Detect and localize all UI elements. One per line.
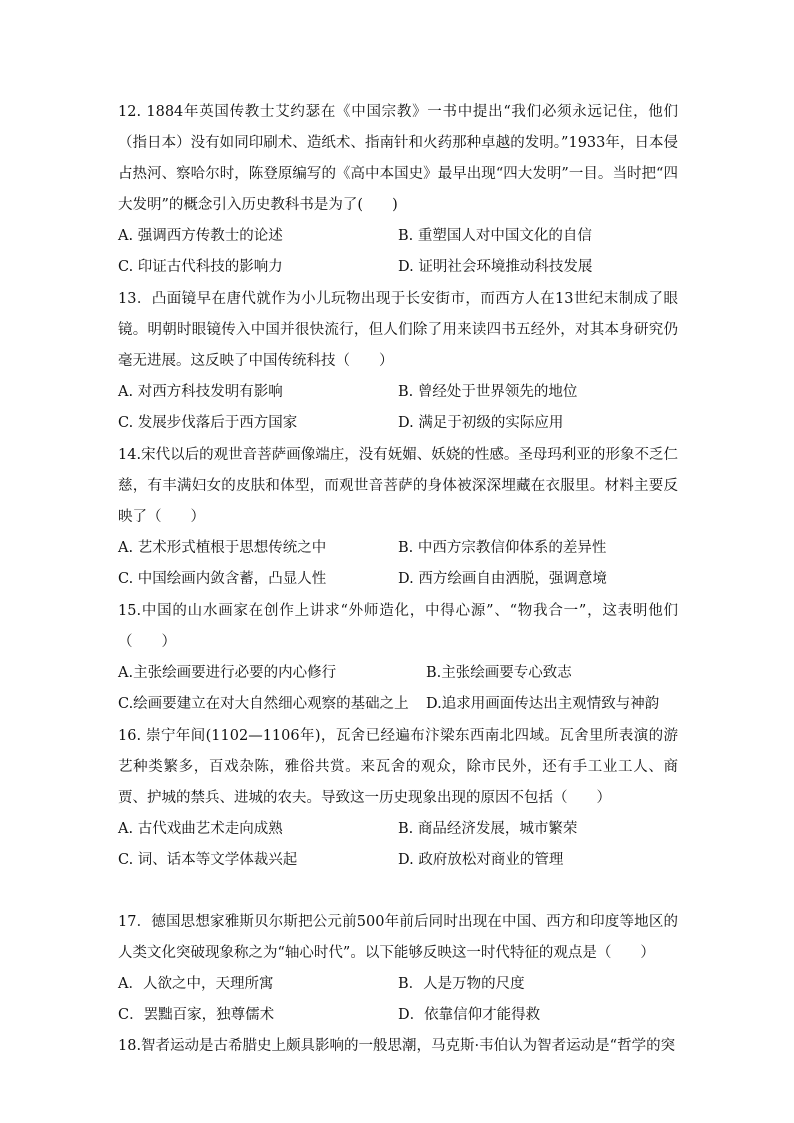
question-17 xyxy=(118,907,678,1031)
option-b: B. 曾经处于世界领先的地位 xyxy=(398,384,578,400)
option-a: A. 艺术形式植根于思想传统之中 xyxy=(118,540,327,556)
option-a: A．人欲之中，天理所寓 xyxy=(118,976,274,992)
option-b: B．人是万物的尺度 xyxy=(398,976,525,992)
option-c: C．罢黜百家，独尊儒术 xyxy=(118,1007,275,1023)
options-row xyxy=(118,814,678,845)
options-row xyxy=(118,845,678,876)
question-stem: 13．凸面镜早在唐代就作为小儿玩物出现于长安街市，而西方人在13世纪末制成了眼镜。明朝时眼镜传入中国并很快流行，但人们除了用来读四书五经外，对其本身研究仍毫无进展。这反映了中国传统科技（ ） xyxy=(118,291,678,369)
question-stem: 16. 崇宁年间(1102—1106年)，瓦舍已经遍布汴梁东西南北四域。瓦舍里所表演的游艺种类繁多，百戏杂陈，雅俗共赏。来瓦舍的观众，除市民外，还有手工业工人、商贾、护城的禁兵、进城的农夫。导致这一历史现象出现的原因不包括（ ） xyxy=(118,728,678,806)
option-c: C. 发展步伐落后于西方国家 xyxy=(118,415,298,431)
question-13 xyxy=(118,284,678,439)
question-stem: 15.中国的山水画家在创作上讲求“外师造化，中得心源”、“物我合一”，这表明他们（ ） xyxy=(118,603,678,650)
option-d: D．依靠信仰才能得救 xyxy=(398,1007,541,1023)
option-d: D. 证明社会环境推动科技发展 xyxy=(398,259,593,275)
question-18 xyxy=(118,1031,678,1062)
question-15 xyxy=(118,596,678,720)
options-row xyxy=(118,533,678,564)
question-stem: 17．德国思想家雅斯贝尔斯把公元前500年前后同时出现在中国、西方和印度等地区的人类文化突破现象称之为“轴心时代”。以下能够反映这一时代特征的观点是（ ） xyxy=(118,914,678,961)
question-16 xyxy=(118,721,678,876)
option-c: C. 印证古代科技的影响力 xyxy=(118,259,283,275)
option-d: D. 西方绘画自由洒脱，强调意境 xyxy=(398,571,607,587)
options-row xyxy=(118,1000,678,1031)
options-row xyxy=(118,252,678,283)
options-row xyxy=(118,969,678,1000)
option-a: A. 强调西方传教士的论述 xyxy=(118,228,283,244)
option-d: D. 政府放松对商业的管理 xyxy=(398,852,564,868)
question-stem: 12. 1884年英国传教士艾约瑟在《中国宗教》一书中提出“我们必须永远记住，他们（指日本）没有如同印刷术、造纸术、指南针和火药那种卓越的发明。”1933年，日本侵占热河、察哈尔时，陈登原编写的《高中本国史》最早出现“四大发明”一目。当时把“四大发明”的概念引入历史教科书是为了( ) xyxy=(118,104,678,213)
option-a: A.主张绘画要进行必要的内心修行 xyxy=(118,665,337,681)
option-b: B.主张绘画要专心致志 xyxy=(426,665,572,681)
option-c: C. 词、话本等文学体裁兴起 xyxy=(118,852,298,868)
option-b: B. 中西方宗教信仰体系的差异性 xyxy=(398,540,607,556)
options-row xyxy=(118,564,678,595)
option-a: A. 古代戏曲艺术走向成熟 xyxy=(118,821,283,837)
option-d: D.追求用画面传达出主观情致与神韵 xyxy=(426,696,660,712)
options-row xyxy=(118,658,678,689)
option-c: C.绘画要建立在对大自然细心观察的基础之上 xyxy=(118,696,409,712)
question-stem: 14.宋代以后的观世音菩萨画像端庄，没有妩媚、妖娆的性感。圣母玛利亚的形象不乏仁慈，有丰满妇女的皮肤和体型，而观世音菩萨的身体被深深埋藏在衣服里。材料主要反映了（ ） xyxy=(118,447,678,525)
options-row xyxy=(118,221,678,252)
option-b: B. 商品经济发展，城市繁荣 xyxy=(398,821,578,837)
option-a: A. 对西方科技发明有影响 xyxy=(118,384,283,400)
option-b: B. 重塑国人对中国文化的自信 xyxy=(398,228,592,244)
options-row xyxy=(118,377,678,408)
question-12 xyxy=(118,97,678,283)
options-row xyxy=(118,689,678,720)
option-c: C. 中国绘画内敛含蓄，凸显人性 xyxy=(118,571,327,587)
question-stem: 18.智者运动是古希腊史上颇具影响的一般思潮，马克斯·韦伯认为智者运动是“哲学的突 xyxy=(118,1038,676,1054)
options-row xyxy=(118,408,678,439)
option-d: D. 满足于初级的实际应用 xyxy=(398,415,564,431)
question-14 xyxy=(118,440,678,595)
